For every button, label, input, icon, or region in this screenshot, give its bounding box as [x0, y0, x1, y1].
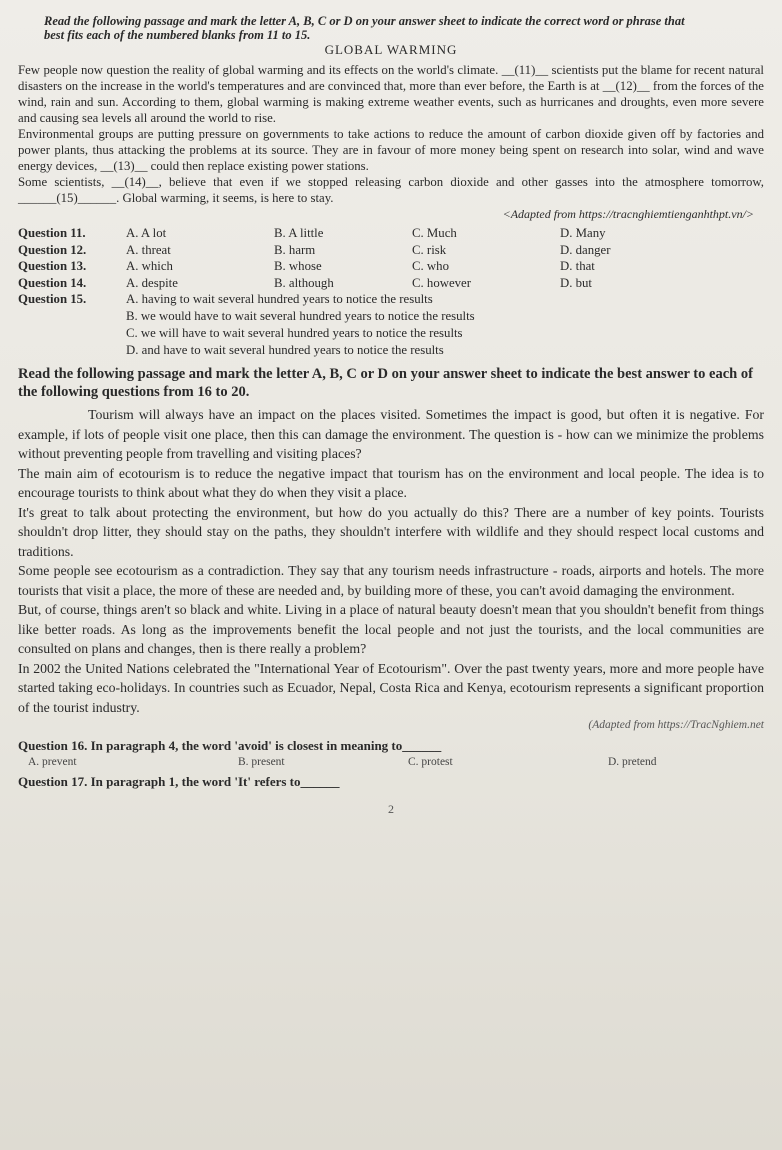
option-b[interactable]: B. although: [274, 275, 334, 290]
question-13: [18, 258, 764, 275]
option-c[interactable]: C. protest: [408, 756, 453, 768]
option-d[interactable]: D. but: [560, 275, 592, 290]
passage-2-paragraph-5: But, of course, things aren't so black and white. Living in a place of natural beauty doesn't mean that you shouldn't benefit from things like better roads. As long as the improvements benefit the local people and not just the tourists, and the local communities are consulted on plans and changes, then is there really a problem?: [18, 602, 764, 656]
option-c[interactable]: C. who: [412, 259, 449, 273]
option-d[interactable]: D. Many: [560, 226, 606, 240]
passage-2-paragraph-3: It's great to talk about protecting the environment, but how do you actually do this? There are a number of key points. Tourists shouldn't drop litter, they should stay on the paths, they shouldn't interfere with wildlife and they should respect local customs and traditions.: [18, 504, 764, 559]
question-15: [18, 291, 764, 359]
option-b[interactable]: B. A little: [274, 226, 324, 240]
option-d[interactable]: D. danger: [560, 242, 611, 257]
passage-2-paragraph-4: Some people see ecotourism as a contradiction. They say that any tourism needs infrastructure - roads, airports and hotels. The more tourists that visit a place, the more of these are needed and, by building more of these, you can't avoid damaging the environment.: [18, 563, 764, 598]
option-c[interactable]: C. however: [412, 275, 471, 290]
option-a[interactable]: A. threat: [126, 242, 171, 257]
question-16: [18, 737, 764, 790]
question-label: Question 14.: [18, 275, 87, 290]
question-label: Question 12.: [18, 242, 87, 257]
passage-1-paragraph-1: Few people now question the reality of global warming and its effects on the world's climate. __(11)__ scientists put the blame for recent natural disasters on the increase in the world's temperatures and are convinced that, more than ever before, the Earth is at __(12)__ from the forces of the wind, rain and sun. According to them, global warming is making extreme weather events, such as hurricanes and droughts, even more severe and causing sea levels all around the world to rise.: [18, 63, 764, 125]
page-number: 2: [388, 802, 394, 816]
option-a[interactable]: A. which: [126, 259, 173, 273]
option-b[interactable]: B. present: [238, 756, 285, 768]
option-c[interactable]: C. we will have to wait several hundred years to notice the results: [126, 326, 463, 340]
option-b[interactable]: B. we would have to wait several hundred years to notice the results: [126, 309, 475, 323]
instructions-part-1: Read the following passage and mark the letter A, B, C or D on your answer sheet to indicate the correct word or phrase that best fits each of the numbered blanks from 11 to 15.: [44, 14, 685, 42]
option-d[interactable]: D. and have to wait several hundred years to notice the results: [126, 343, 444, 357]
passage-2-paragraph-1: Tourism will always have an impact on the places visited. Sometimes the impact is good, but often it is negative. For example, if lots of people visit one place, then this can damage the environment. The question is - how can we minimize the problems without preventing people from travelling and visiting places?: [18, 407, 764, 461]
option-d[interactable]: D. that: [560, 259, 595, 273]
instructions-part-2: Read the following passage and mark the letter A, B, C or D on your answer sheet to indicate the best answer to each of the following questions from 16 to 20.: [18, 366, 753, 400]
passage-1-paragraph-3: Some scientists, __(14)__, believe that even if we stopped releasing carbon dioxide and other gasses into the atmosphere tomorrow, ______(15)______. Global warming, it seems, is here to stay.: [18, 175, 764, 205]
question-17-text: Question 17. In paragraph 1, the word 'It' refers to______: [18, 774, 340, 789]
passage-title: GLOBAL WARMING: [324, 42, 458, 57]
question-11: [18, 225, 764, 242]
question-12: [18, 242, 764, 259]
passage-2-source: (Adapted from https://TracNghiem.net: [588, 719, 764, 731]
passage-1-source: <Adapted from https://tracnghiemtienganhthpt.vn/>: [502, 207, 754, 221]
option-a[interactable]: A. A lot: [126, 226, 167, 240]
passage-2-paragraph-6: In 2002 the United Nations celebrated the "International Year of Ecotourism". Over the past twenty years, more and more people have started taking eco-holidays. In countries such as Ecuador, Nepal, Costa Rica and Kenya, ecotourism represents a significant proportion of the tourist industry.: [18, 660, 764, 715]
option-c[interactable]: C. Much: [412, 226, 457, 240]
passage-1-paragraph-2: Environmental groups are putting pressure on governments to take actions to reduce the amount of carbon dioxide given off by factories and power plants, thus attacking the problems at its source. They are in favour of more money being spent on research into solar, wind and wave energy devices, __(13)__ could then replace existing power stations.: [18, 127, 764, 173]
question-14: [18, 275, 764, 292]
question-16-options: [18, 754, 764, 771]
passage-2-paragraph-2: The main aim of ecotourism is to reduce the negative impact that tourism has on the environment and local people. The idea is to encourage tourists to think about what they do when they visit a place.: [18, 465, 764, 500]
option-b[interactable]: B. whose: [274, 259, 322, 273]
option-c[interactable]: C. risk: [412, 242, 447, 257]
option-a[interactable]: A. despite: [126, 275, 178, 290]
question-label: Question 15.: [18, 292, 87, 306]
option-d[interactable]: D. pretend: [608, 756, 657, 768]
option-b[interactable]: B. harm: [274, 242, 316, 257]
question-label: Question 13.: [18, 259, 87, 273]
option-a[interactable]: A. having to wait several hundred years to notice the results: [126, 292, 433, 306]
question-label: Question 11.: [18, 226, 86, 240]
question-16-text: Question 16. In paragraph 4, the word 'avoid' is closest in meaning to______: [18, 738, 442, 753]
option-a[interactable]: A. prevent: [28, 756, 77, 768]
